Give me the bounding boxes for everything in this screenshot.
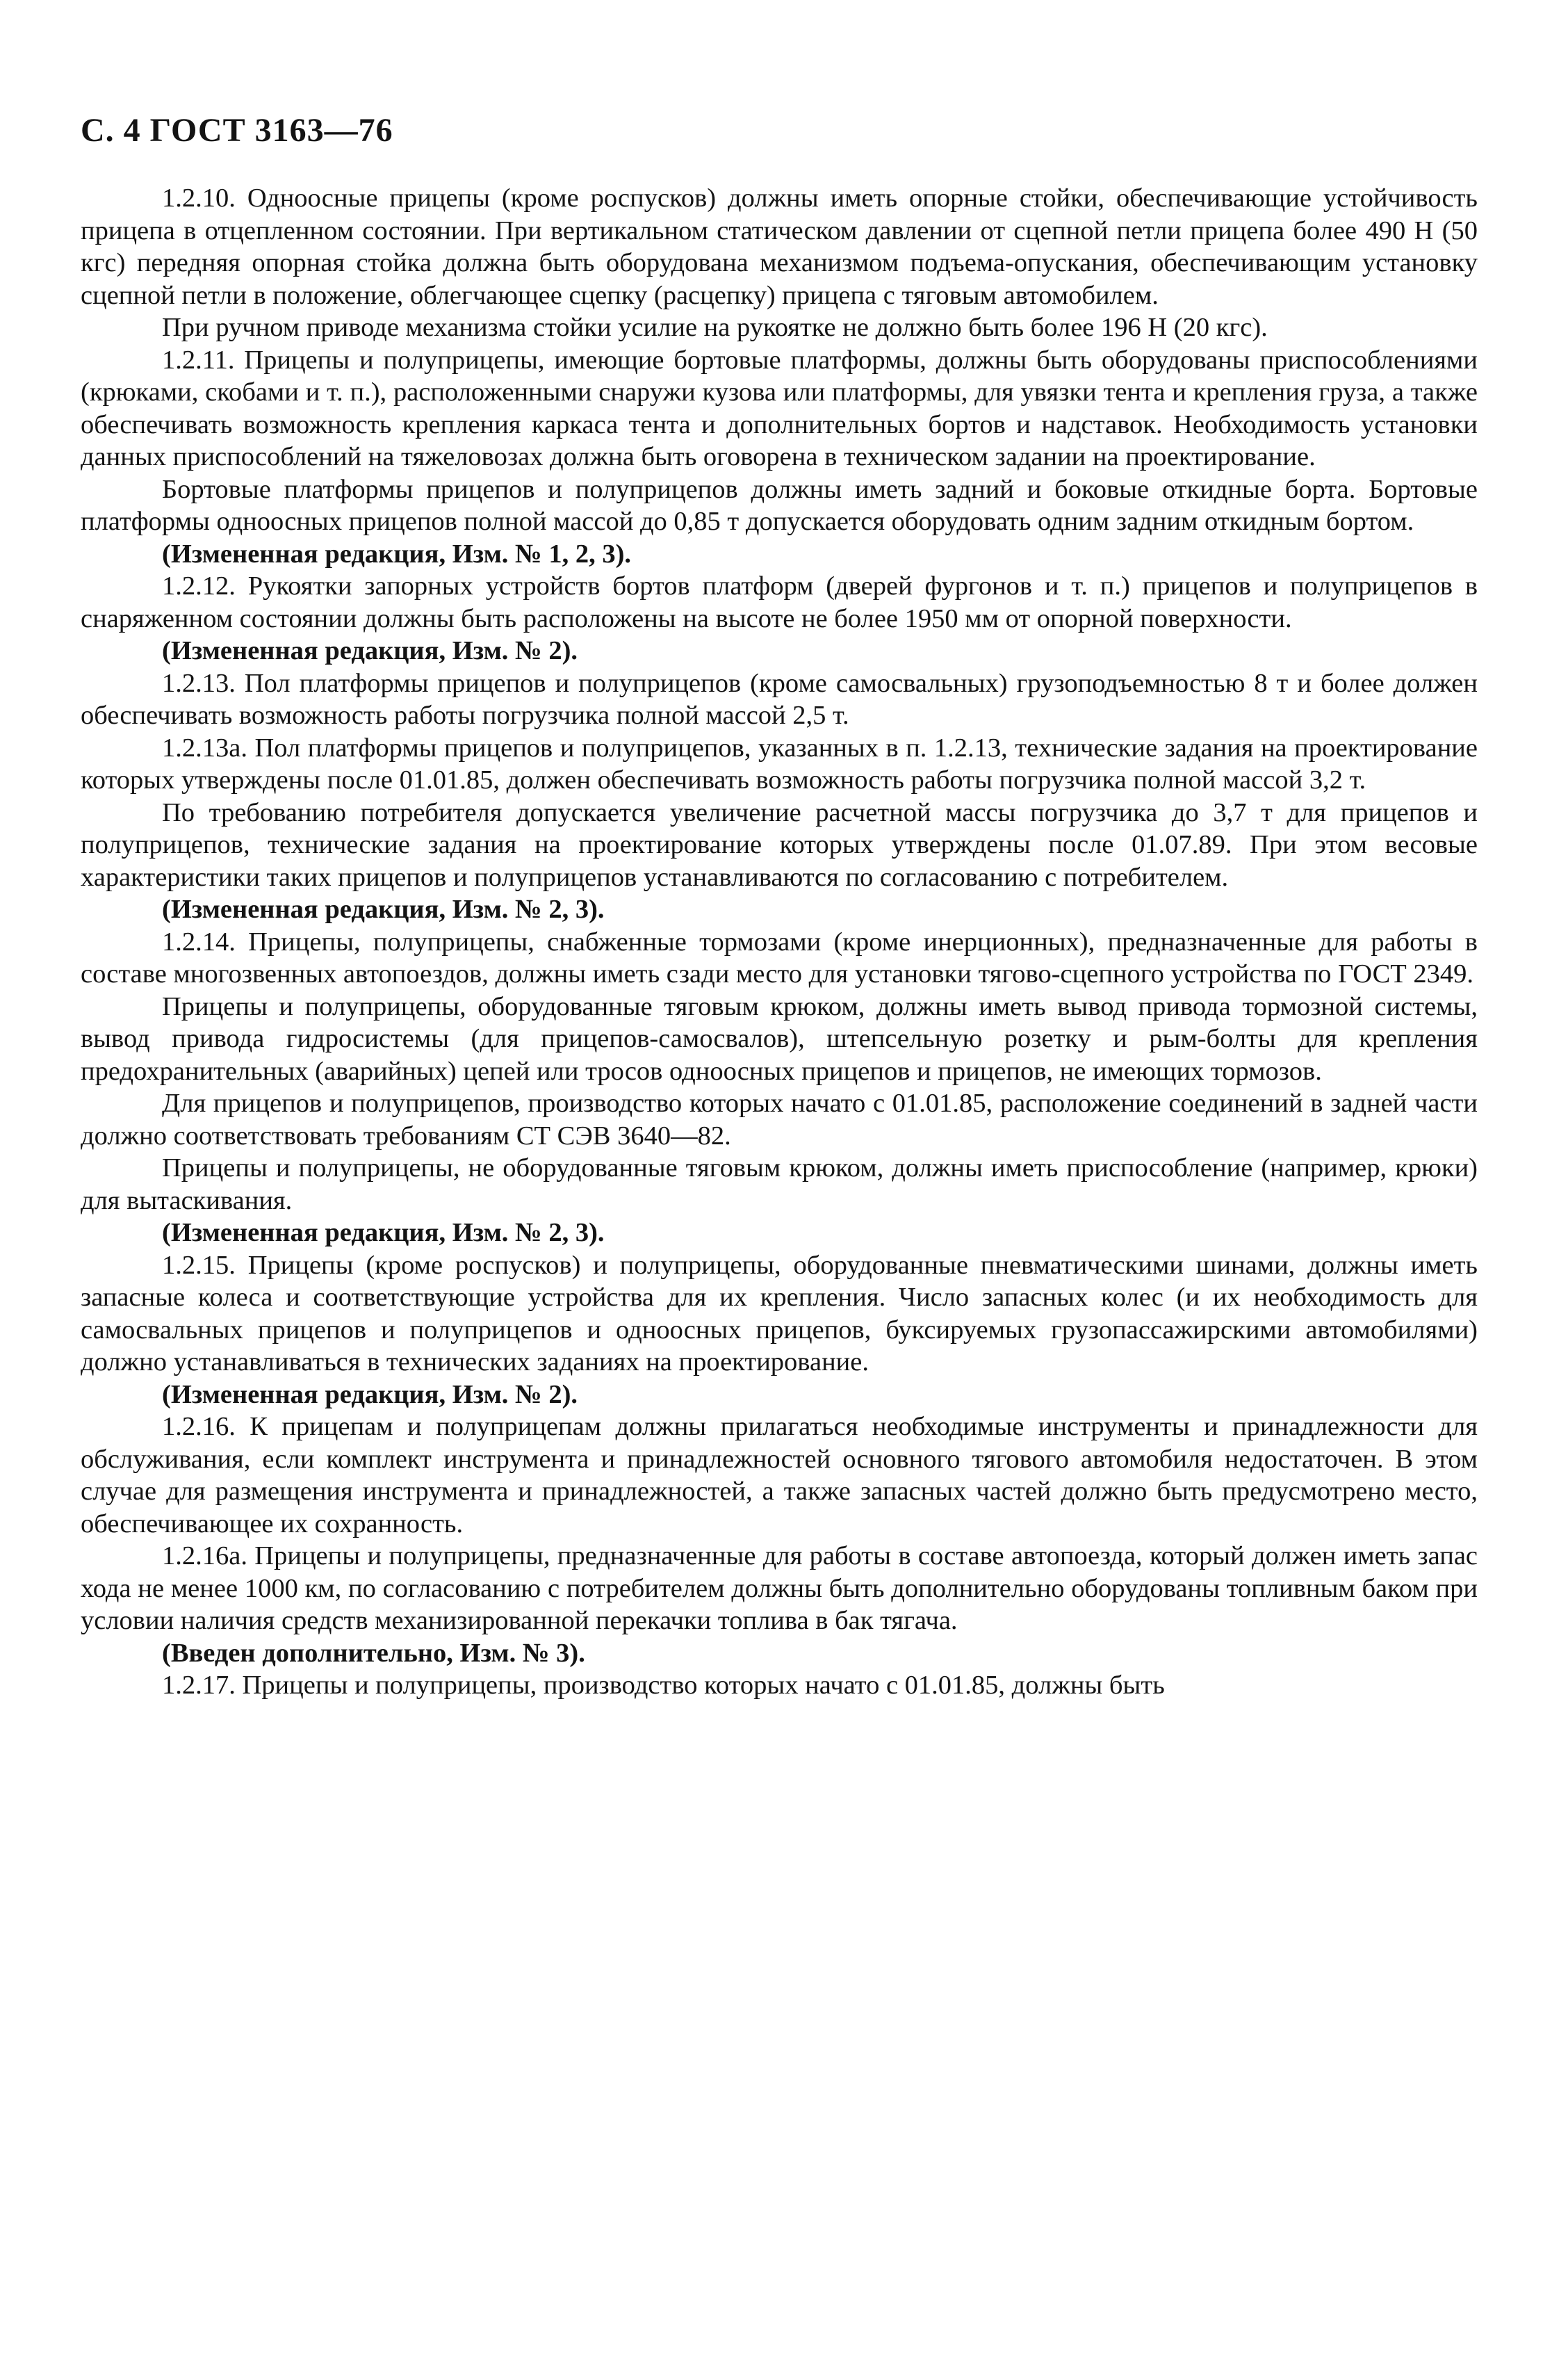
paragraph-1-2-14-connections: Для прицепов и полуприцепов, производство которых начато с 01.01.85, расположение соединений в задней части должно соответствовать требованиям СТ СЭВ 3640—82.: [81, 1089, 1478, 1151]
paragraph-1-2-14-tow-hook: Прицепы и полуприцепы, оборудованные тяговым крюком, должны иметь вывод привода тормозной системы, вывод привода гидросистемы (для прицепов-самосвалов), штепсельную розетку и рым-болты для крепления предохранительных (аварийных) цепей или тросов одноосных прицепов и прицепов, не имеющих тормозов.: [81, 991, 1478, 1086]
paragraph-1-2-13a: 1.2.13а. Пол платформы прицепов и полуприцепов, указанных в п. 1.2.13, технические задания на проектирование которых утверждены после 01.01.85, должен обеспечивать возможность работы погрузчика полной массой 3,2 т.: [81, 733, 1478, 795]
paragraph-1-2-16a: 1.2.16а. Прицепы и полуприцепы, предназначенные для работы в составе автопоезда, который должен иметь запас хода не менее 1000 км, по согласованию с потребителем должны быть дополнительно оборудованы топливным баком при условии наличия средств механизированной перекачки топлива в бак тягача.: [81, 1541, 1478, 1635]
revision-note: (Измененная редакция, Изм. № 2).: [162, 1379, 578, 1409]
paragraph-1-2-10-manual-drive: При ручном приводе механизма стойки усилие на рукоятке не должно быть более 196 Н (20 кгс).: [162, 313, 1268, 342]
page-header: С. 4 ГОСТ 3163—76: [81, 112, 393, 149]
revision-note: (Измененная редакция, Изм. № 2, 3).: [162, 1218, 605, 1247]
paragraph-1-2-16: 1.2.16. К прицепам и полуприцепам должны прилагаться необходимые инструменты и принадлежности для обслуживания, если комплект инструмента и принадлежностей основного тягового автомобиля недостаточен. В этом случае для размещения инструмента и принадлежностей, а также запасных частей должно быть предусмотрено место, обеспечивающее их сохранность.: [81, 1412, 1478, 1538]
paragraph-1-2-11: 1.2.11. Прицепы и полуприцепы, имеющие бортовые платформы, должны быть оборудованы приспособлениями (крюками, скобами и т. п.), расположенными снаружи кузова или платформы, для увязки тента и крепления груза, а также обеспечивать возможность крепления каркаса тента и дополнительных бортов и надставок. Необходимость установки данных приспособлений на тяжеловозах должна быть оговорена в техническом задании на проектирование.: [81, 345, 1478, 471]
revision-note: (Измененная редакция, Изм. № 2).: [162, 636, 578, 665]
paragraph-1-2-12: 1.2.12. Рукоятки запорных устройств бортов платформ (дверей фургонов и т. п.) прицепов и полуприцепов в снаряженном состоянии должны быть расположены на высоте не более 1950 мм от опорной поверхности.: [81, 571, 1478, 633]
paragraph-1-2-11-side-boards: Бортовые платформы прицепов и полуприцепов должны иметь задний и боковые откидные борта. Бортовые платформы одноосных прицепов полной массой до 0,85 т допускается оборудовать одним задним откидным бортом.: [81, 474, 1478, 536]
paragraph-1-2-15: 1.2.15. Прицепы (кроме роспусков) и полуприцепы, оборудованные пневматическими шинами, должны иметь запасные колеса и соответствующие устройства для их крепления. Число запасных колес (и их необходимость для самосвальных прицепов и полуприцепов и одноосных прицепов, буксируемых грузопассажирскими автомобилями) должно устанавливаться в технических заданиях на проектирование.: [81, 1250, 1478, 1377]
paragraph-1-2-14: 1.2.14. Прицепы, полуприцепы, снабженные тормозами (кроме инерционных), предназначенные для работы в составе многозвенных автопоездов, должны иметь сзади место для установки тягово-сцепного устройства по ГОСТ 2349.: [81, 927, 1478, 989]
revision-note: (Измененная редакция, Изм. № 2, 3).: [162, 895, 605, 924]
paragraph-1-2-10: 1.2.10. Одноосные прицепы (кроме роспусков) должны иметь опорные стойки, обеспечивающие устойчивость прицепа в отцепленном состоянии. При вертикальном статическом давлении от сцепной петли прицепа более 490 Н (50 кгс) передняя опорная стойка должна быть оборудована механизмом подъема-опускания, обеспечивающим установку сцепной петли в положение, облегчающее сцепку (расцепку) прицепа с тяговым автомобилем.: [81, 184, 1478, 310]
paragraph-1-2-14-no-hook: Прицепы и полуприцепы, не оборудованные тяговым крюком, должны иметь приспособление (например, крюки) для вытаскивания.: [81, 1153, 1478, 1215]
revision-note: (Измененная редакция, Изм. № 1, 2, 3).: [162, 539, 632, 569]
paragraph-1-2-17: 1.2.17. Прицепы и полуприцепы, производство которых начато с 01.01.85, должны быть: [162, 1671, 1165, 1700]
paragraph-1-2-13: 1.2.13. Пол платформы прицепов и полуприцепов (кроме самосвальных) грузоподъемностью 8 т и более должен обеспечивать возможность работы погрузчика полной массой 2,5 т.: [81, 668, 1478, 730]
document-body: [81, 182, 1478, 1702]
addition-note: (Введен дополнительно, Изм. № 3).: [162, 1638, 585, 1668]
paragraph-1-2-13a-consumer: По требованию потребителя допускается увеличение расчетной массы погрузчика до 3,7 т для прицепов и полуприцепов, технические задания на проектирование которых утверждены после 01.07.89. При этом весовые характеристики таких прицепов и полуприцепов устанавливаются по согласованию с потребителем.: [81, 797, 1478, 892]
